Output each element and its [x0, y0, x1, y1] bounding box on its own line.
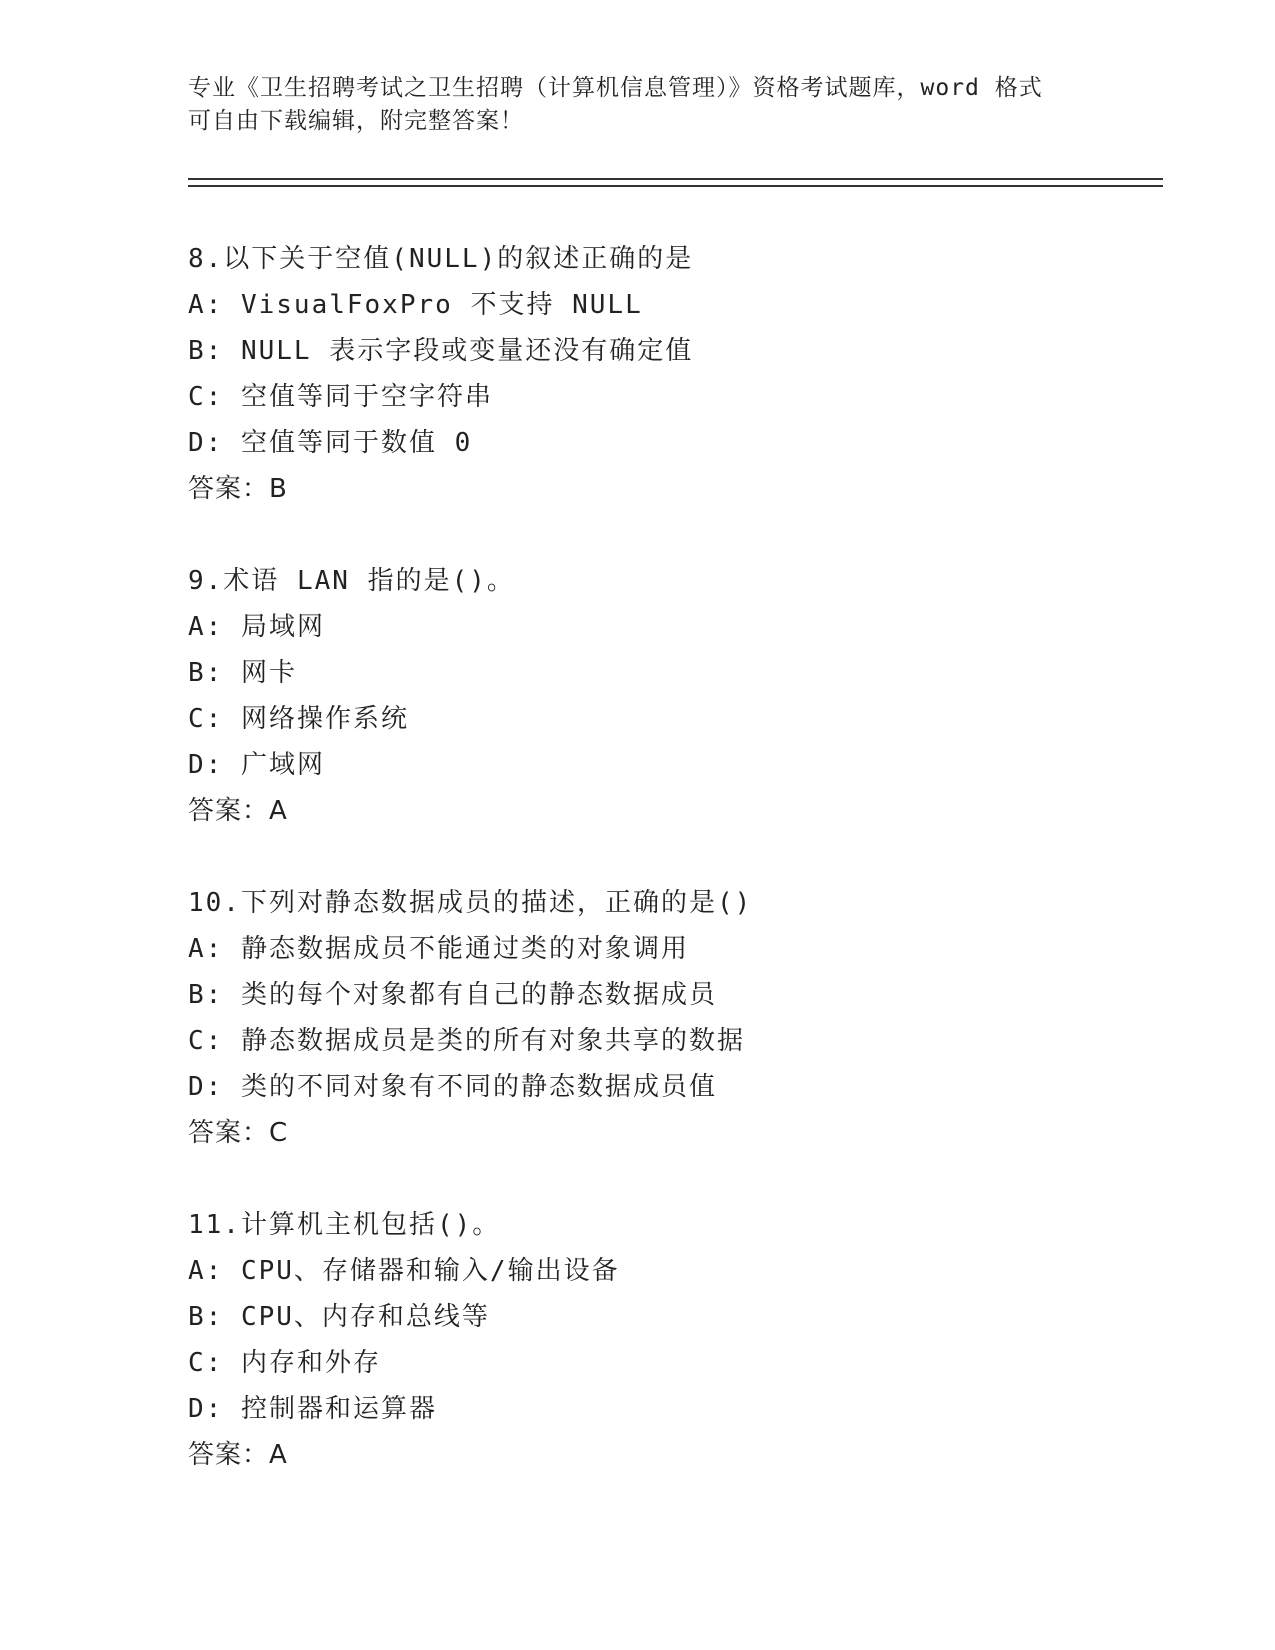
header-divider [188, 178, 1163, 187]
option-c: C: 内存和外存 [188, 1348, 381, 1378]
option-c: C: 静态数据成员是类的所有对象共享的数据 [188, 1026, 745, 1056]
option-c: C: 空值等同于空字符串 [188, 382, 493, 412]
option-d: D: 广域网 [188, 750, 325, 780]
question-stem: 9.术语 LAN 指的是()。 [188, 566, 515, 596]
option-c: C: 网络操作系统 [188, 704, 409, 734]
question-stem: 8.以下关于空值(NULL)的叙述正确的是 [188, 244, 694, 274]
question-9 [188, 558, 1148, 834]
option-d: D: 类的不同对象有不同的静态数据成员值 [188, 1072, 717, 1102]
option-b: B: CPU、内存和总线等 [188, 1302, 490, 1332]
option-b: B: 类的每个对象都有自己的静态数据成员 [188, 980, 717, 1010]
answer-line: 答案：C [188, 1118, 289, 1148]
answer-line: 答案：A [188, 796, 288, 826]
question-stem: 10.下列对静态数据成员的描述，正确的是() [188, 888, 753, 918]
header-line-2: 可自由下载编辑，附完整答案！ [188, 108, 524, 134]
option-d: D: 控制器和运算器 [188, 1394, 437, 1424]
option-d: D: 空值等同于数值 0 [188, 428, 473, 458]
option-a: A: CPU、存储器和输入/输出设备 [188, 1256, 620, 1286]
question-list [188, 236, 1148, 1524]
option-b: B: 网卡 [188, 658, 297, 688]
header-line-1: 专业《卫生招聘考试之卫生招聘（计算机信息管理）》资格考试题库，word 格式 [188, 75, 1043, 101]
document-header [188, 72, 1088, 138]
question-11 [188, 1202, 1148, 1478]
option-a: A: 静态数据成员不能通过类的对象调用 [188, 934, 689, 964]
question-8 [188, 236, 1148, 512]
question-stem: 11.计算机主机包括()。 [188, 1210, 501, 1240]
question-10 [188, 880, 1148, 1156]
option-a: A: 局域网 [188, 612, 325, 642]
answer-line: 答案：A [188, 1440, 288, 1470]
answer-line: 答案：B [188, 474, 288, 504]
option-a: A: VisualFoxPro 不支持 NULL [188, 290, 643, 320]
option-b: B: NULL 表示字段或变量还没有确定值 [188, 336, 694, 366]
